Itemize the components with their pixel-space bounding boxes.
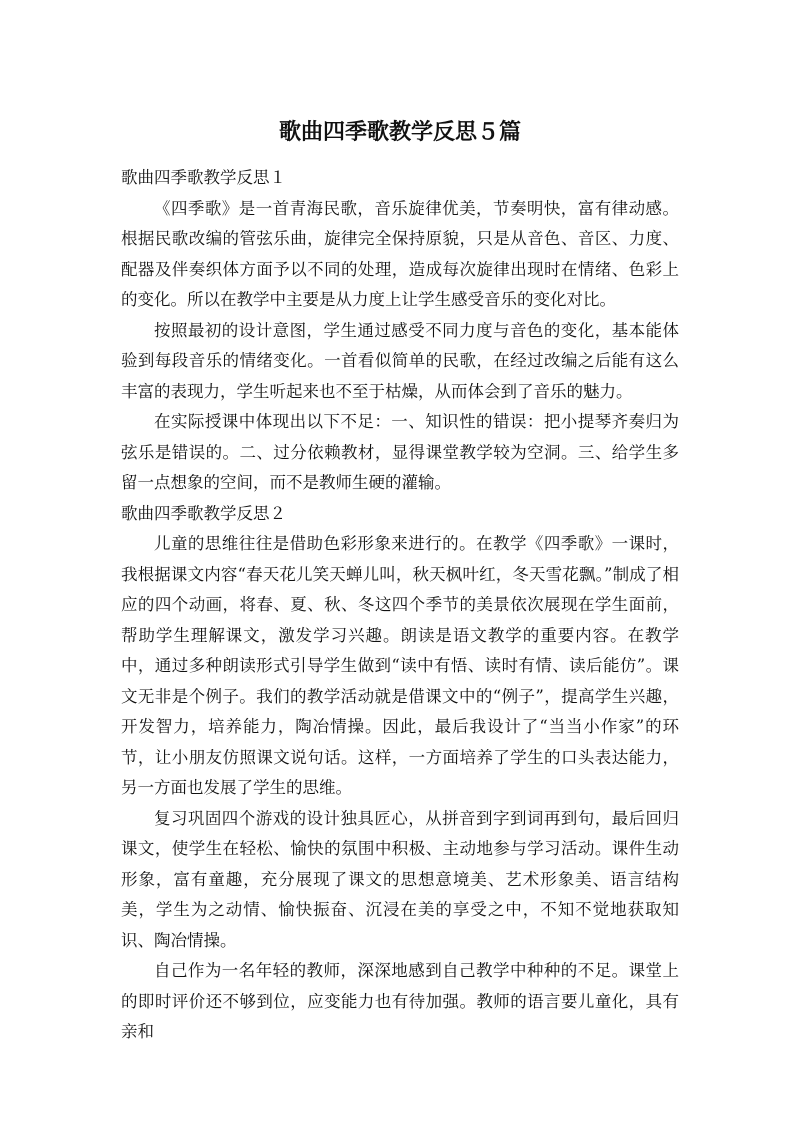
document-title: 歌曲四季歌教学反思５篇 [278,120,521,145]
paragraph: 《四季歌》是一首青海民歌，音乐旋律优美，节奏明快，富有律动感。根据民歌改编的管弦乐曲，旋律完全保持原貌，只是从音色、音区、力度、配器及伴奏织体方面予以不同的处理，造成每次旋律出现时在情绪、色彩上的变化。所以在教学中主要是从力度上让学生感受音乐的变化对比。 [121,198,679,309]
paragraph: 儿童的思维往往是借助色彩形象来进行的。在教学《四季歌》一课时，我根据课文内容“春天花儿笑天蝉儿叫，秋天枫叶红，冬天雪花飘。”制成了相应的四个动画，将春、夏、秋、冬这四个季节的美景依次展现在学生面前，帮助学生理解课文，激发学习兴趣。朗读是语文教学的重要内容。在教学中，通过多种朗读形式引导学生做到“读中有悟、读时有情、读后能仿”。课文无非是个例子。我们的教学活动就是借课文中的“例子”，提高学生兴趣，开发智力，培养能力，陶冶情操。因此，最后我设计了“当当小作家”的环节，让小朋友仿照课文说句话。这样，一方面培养了学生的口头表达能力，另一方面也发展了学生的思维。 [121,534,679,797]
section-heading: 歌曲四季歌教学反思２ [121,503,286,523]
section-heading: 歌曲四季歌教学反思１ [121,168,286,187]
paragraph: 复习巩固四个游戏的设计独具匠心，从拼音到字到词再到句，最后回归课文，使学生在轻松、愉快的氛围中积极、主动地参与学习活动。课件生动形象，富有童趣，充分展现了课文的思想意境美、艺术形象美、语言结构美，学生为之动情、愉快振奋、沉浸在美的享受之中，不知不觉地获取知识、陶冶情操。 [121,808,679,950]
paragraph: 自己作为一名年轻的教师，深深地感到自己教学中种种的不足。课堂上的即时评价还不够到位，应变能力也有待加强。教师的语言要儿童化，具有亲和 [121,961,679,1041]
paragraph: 在实际授课中体现出以下不足：一、知识性的错误：把小提琴齐奏归为弦乐是错误的。二、过分依赖教材，显得课堂教学较为空洞。三、给学生多留一点想象的空间，而不是教师生硬的灌输。 [121,412,679,492]
paragraph: 按照最初的设计意图，学生通过感受不同力度与音色的变化，基本能体验到每段音乐的情绪变化。一首看似简单的民歌，在经过改编之后能有这么丰富的表现力，学生听起来也不至于枯燥，从而体会到了音乐的魅力。 [121,320,679,401]
document-body [121,163,679,1048]
